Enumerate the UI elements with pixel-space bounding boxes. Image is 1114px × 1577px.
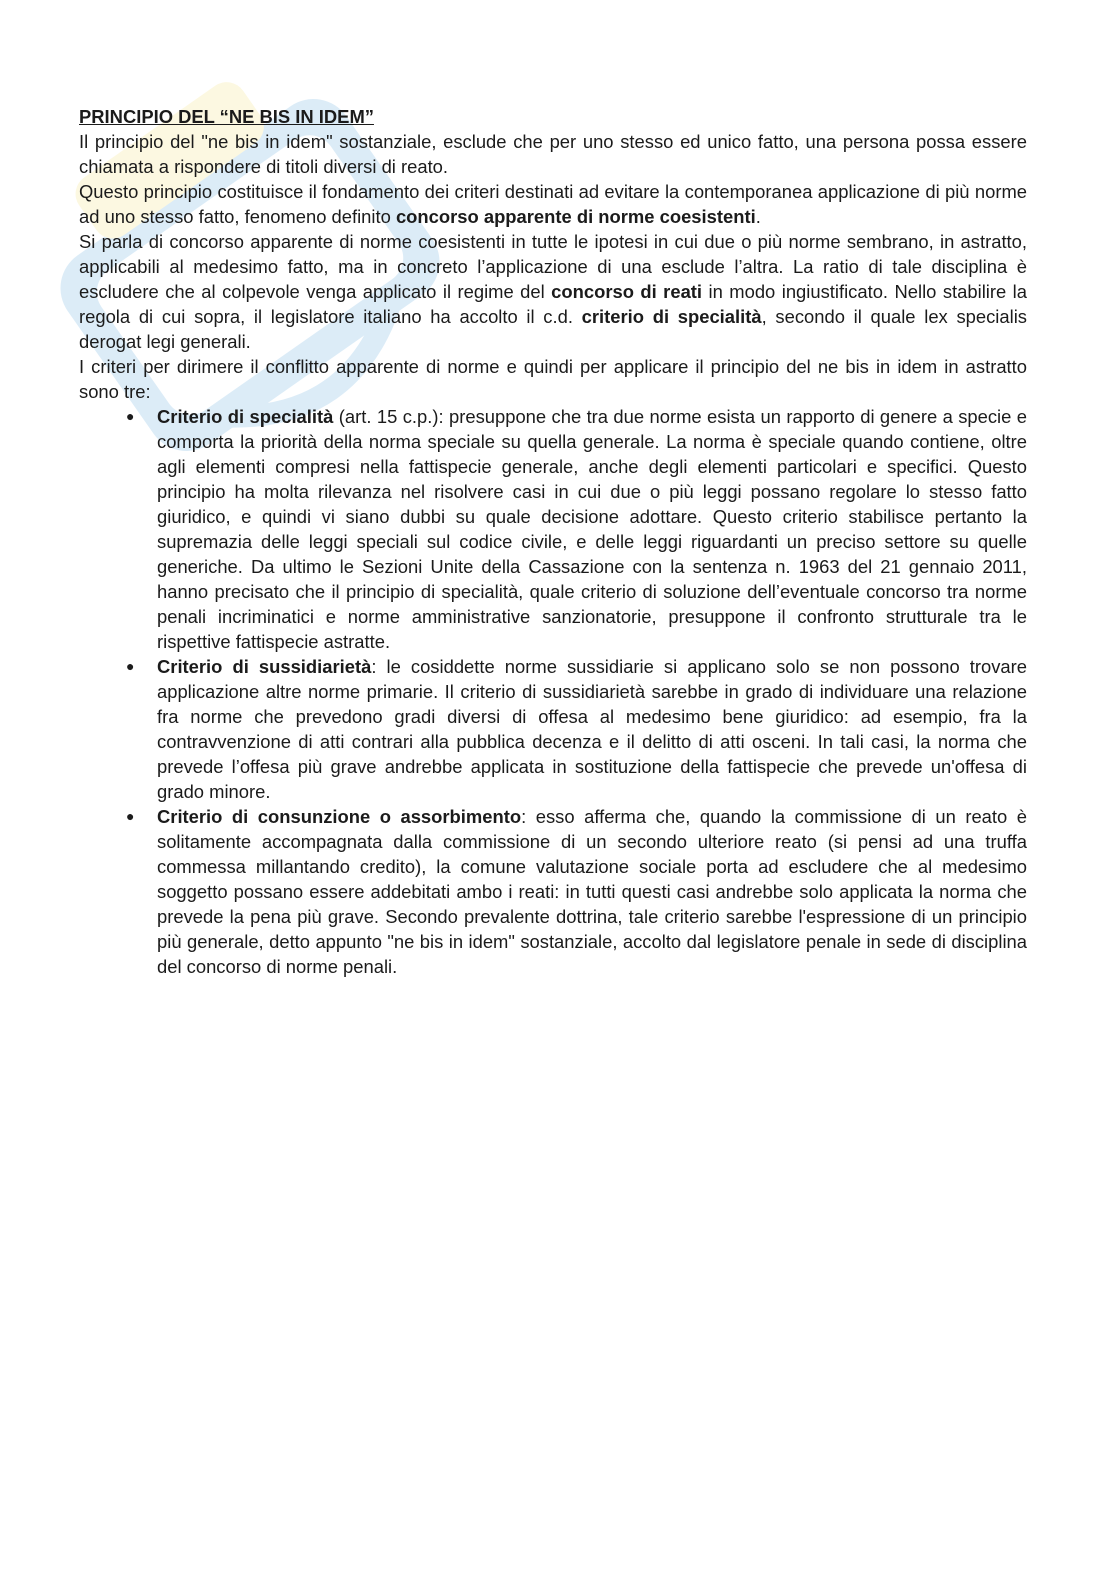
criterion-text: : esso afferma che, quando la commissione di un reato è solitamente accompagnata dalla commissione di un secondo ulteriore reato (si pensi ad una truffa commessa millantando credito), la comune valutazione sociale porta ad escludere che al medesimo soggetto possano essere addebitati ambo i reati: in tutti questi casi andrebbe solo applicata la norma che prevede la pena più grave. Secondo prevalente dottrina, tale criterio sarebbe l'espressione di un principio più generale, detto appunto "ne bis in idem" sostanziale, accolto dal legislatore penale in sede di disciplina del concorso di norme penali. xyxy=(157,806,1027,977)
bullet-icon: ● xyxy=(126,408,135,424)
foundation-end: . xyxy=(755,206,761,227)
foundation-paragraph xyxy=(79,179,1027,229)
criteria-list xyxy=(79,404,1027,979)
document-body xyxy=(79,104,1027,979)
document-title: PRINCIPIO DEL “NE BIS IN IDEM” xyxy=(79,106,374,127)
list-item xyxy=(126,654,1027,804)
concorso-term-2: criterio di specialità xyxy=(581,306,762,327)
bullet-icon: ● xyxy=(126,658,135,674)
concorso-text-3: , secondo il quale lex specialis derogat legi generali. xyxy=(79,306,1027,352)
concorso-paragraph xyxy=(79,229,1027,354)
foundation-term: concorso apparente di norme coesistenti xyxy=(395,206,756,227)
concorso-text-2: in modo ingiustificato. Nello stabilire la regola di cui sopra, il legislatore italiano ha accolto il c.d. xyxy=(79,281,1027,327)
criterion-term: Criterio di specialità xyxy=(157,406,334,427)
criterion-text: (art. 15 c.p.): presuppone che tra due norme esista un rapporto di genere a specie e comporta la priorità della norma speciale su quella generale. La norma è speciale quando contiene, oltre agli elementi compresi nella fattispecie generale, anche degli elementi particolari e specifici. Questo principio ha molta rilevanza nel risolvere casi in cui due o più leggi possano regolare lo stesso fatto giuridico, e quindi vi siano dubbi su quale decisione adottare. Questo criterio stabilisce pertanto la supremazia delle leggi speciali sul codice civile, e delle leggi riguardanti un preciso settore su quelle generiche. Da ultimo le Sezioni Unite della Cassazione con la sentenza n. 1963 del 21 gennaio 2011, hanno precisato che il principio di specialità, quale criterio di soluzione dell’eventuale concorso tra norme penali incriminatici e norme amministrative sanzionatorie, presuppone il confronto strutturale tra le rispettive fattispecie astratte. xyxy=(157,406,1027,652)
criteria-intro: I criteri per dirimere il conflitto apparente di norme e quindi per applicare il principio del ne bis in idem in astratto sono tre: xyxy=(79,356,1027,402)
concorso-text-1: Si parla di concorso apparente di norme coesistenti in tutte le ipotesi in cui due o più norme sembrano, in astratto, applicabili al medesimo fatto, ma in concreto l’applicazione di una esclude l’altra. La ratio di tale disciplina è escludere che al colpevole venga applicato il regime del xyxy=(79,231,1027,302)
list-item xyxy=(126,804,1027,979)
criterion-term: Criterio di consunzione o assorbimento xyxy=(157,806,522,827)
list-item xyxy=(126,404,1027,654)
criterion-text: : le cosiddette norme sussidiarie si applicano solo se non possono trovare applicazione altre norme primarie. Il criterio di sussidiarietà sarebbe in grado di individuare una relazione fra norme che prevedono gradi diversi di offesa al medesimo bene giuridico: ad esempio, fra la contravvenzione di atti contrari alla pubblica decenza e il delitto di atti osceni. In tali casi, la norma che prevede l’offesa più grave andrebbe applicata in sostituzione della fattispecie che prevede un'offesa di grado minore. xyxy=(157,656,1027,802)
intro-paragraph: Il principio del "ne bis in idem" sostanziale, esclude che per uno stesso ed unico fatto, una persona possa essere chiamata a rispondere di titoli diversi di reato. xyxy=(79,131,1027,177)
concorso-term-1: concorso di reati xyxy=(551,281,703,302)
bullet-icon: ● xyxy=(126,808,135,824)
criterion-term: Criterio di sussidiarietà xyxy=(157,656,372,677)
foundation-text: Questo principio costituisce il fondamento dei criteri destinati ad evitare la contemporanea applicazione di più norme ad uno stesso fatto, fenomeno definito xyxy=(79,181,1027,227)
